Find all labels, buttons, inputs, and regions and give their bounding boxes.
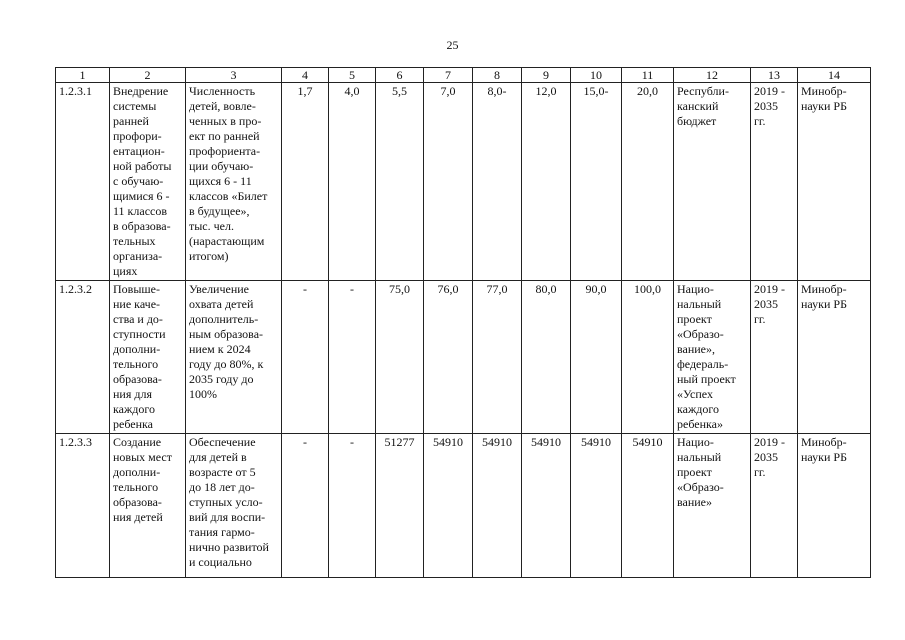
indicator-name-line: нично развитой <box>189 540 269 554</box>
activity-name-line: дополни- <box>113 342 161 356</box>
activity-name-line: ной работы <box>113 159 172 173</box>
program-table <box>55 67 871 578</box>
activity-name-line: в образова- <box>113 219 171 233</box>
activity-name-line: образова- <box>113 495 162 509</box>
indicator-name-line: тания гармо- <box>189 525 255 539</box>
implementation-period-line: 2035 <box>754 450 778 464</box>
implementation-period <box>751 281 798 434</box>
funding-source-line: вание» <box>677 495 713 509</box>
column-number: 1 <box>56 68 110 83</box>
indicator-value: 54910 <box>571 434 622 578</box>
activity-name-line: циях <box>113 264 138 278</box>
column-number: 11 <box>622 68 674 83</box>
activity-name <box>110 281 186 434</box>
indicator-value: 54910 <box>473 434 522 578</box>
indicator-name <box>186 281 282 434</box>
activity-name-line: новых мест <box>113 450 172 464</box>
indicator-name-line: для детей в <box>189 450 247 464</box>
funding-source-line: каждого <box>677 402 719 416</box>
funding-source-line: вание», <box>677 342 716 356</box>
funding-source <box>674 434 751 578</box>
funding-source-line: бюджет <box>677 114 717 128</box>
funding-source-line: проект <box>677 312 712 326</box>
indicator-name-line: Численность <box>189 84 256 98</box>
implementation-period-line: 2019 - <box>754 282 785 296</box>
indicator-value: - <box>329 434 376 578</box>
executor-line: Минобр- <box>801 84 847 98</box>
implementation-period-line: гг. <box>754 114 766 128</box>
executor-line: науки РБ <box>801 99 847 113</box>
activity-name-line: ребенка <box>113 417 153 431</box>
funding-source <box>674 83 751 281</box>
indicator-value: 4,0 <box>329 83 376 281</box>
indicator-value: 20,0 <box>622 83 674 281</box>
indicator-value: 75,0 <box>376 281 424 434</box>
funding-source-line: проект <box>677 465 712 479</box>
table-row <box>56 83 871 281</box>
activity-name <box>110 83 186 281</box>
column-number: 12 <box>674 68 751 83</box>
executor <box>798 281 871 434</box>
column-number: 13 <box>751 68 798 83</box>
executor-line: науки РБ <box>801 297 847 311</box>
indicator-value: 51277 <box>376 434 424 578</box>
column-number-row <box>56 68 871 83</box>
indicator-name-line: Обеспечение <box>189 435 256 449</box>
activity-name-line: ния детей <box>113 510 163 524</box>
implementation-period-line: гг. <box>754 312 766 326</box>
page-number: 25 <box>446 38 459 52</box>
funding-source-line: Нацио- <box>677 435 714 449</box>
funding-source-line: ный проект <box>677 372 736 386</box>
implementation-period-line: 2019 - <box>754 84 785 98</box>
indicator-value: 15,0- <box>571 83 622 281</box>
indicator-value: 12,0 <box>522 83 571 281</box>
indicator-value: 54910 <box>622 434 674 578</box>
indicator-name-line: профориента- <box>189 144 261 158</box>
indicator-value: 54910 <box>424 434 473 578</box>
indicator-name-line: щихся 6 - 11 <box>189 174 252 188</box>
implementation-period-line: 2019 - <box>754 435 785 449</box>
indicator-name-line: детей, вовле- <box>189 99 256 113</box>
column-number: 8 <box>473 68 522 83</box>
indicator-value: 8,0- <box>473 83 522 281</box>
activity-name-line: системы <box>113 99 157 113</box>
implementation-period-line: 2035 <box>754 99 778 113</box>
column-number: 4 <box>282 68 329 83</box>
executor-line: науки РБ <box>801 450 847 464</box>
indicator-value: 1,7 <box>282 83 329 281</box>
column-number: 3 <box>186 68 282 83</box>
indicator-name <box>186 434 282 578</box>
activity-name-line: Повыше- <box>113 282 160 296</box>
activity-name-line: ранней <box>113 114 149 128</box>
activity-name-line: тельного <box>113 357 159 371</box>
activity-name-line: образова- <box>113 372 162 386</box>
funding-source <box>674 281 751 434</box>
column-number: 9 <box>522 68 571 83</box>
indicator-name-line: Увеличение <box>189 282 250 296</box>
funding-source-line: Нацио- <box>677 282 714 296</box>
funding-source-line: нальный <box>677 450 722 464</box>
indicator-name-line: тыс. чел. <box>189 219 234 233</box>
indicator-value: 77,0 <box>473 281 522 434</box>
activity-name-line: ния для <box>113 387 152 401</box>
executor <box>798 434 871 578</box>
column-number: 14 <box>798 68 871 83</box>
funding-source-line: нальный <box>677 297 722 311</box>
activity-name-line: Создание <box>113 435 162 449</box>
activity-name-line: дополни- <box>113 465 161 479</box>
indicator-value: - <box>282 281 329 434</box>
indicator-name-line: вий для воспи- <box>189 510 266 524</box>
activity-name-line: ступности <box>113 327 166 341</box>
activity-name-line: тельного <box>113 480 159 494</box>
activity-name-line: ние каче- <box>113 297 161 311</box>
executor-line: Минобр- <box>801 282 847 296</box>
indicator-value: 54910 <box>522 434 571 578</box>
executor <box>798 83 871 281</box>
indicator-name-line: ект по ранней <box>189 129 260 143</box>
indicator-name-line: до 18 лет до- <box>189 480 255 494</box>
indicator-name-line: 100% <box>189 387 217 401</box>
funding-source-line: ребенка» <box>677 417 723 431</box>
indicator-name-line: в будущее», <box>189 204 250 218</box>
funding-source-line: «Образо- <box>677 480 724 494</box>
indicator-name-line: ченных в про- <box>189 114 262 128</box>
funding-source-line: Республи- <box>677 84 729 98</box>
indicator-value: - <box>329 281 376 434</box>
indicator-name-line: 2035 году до <box>189 372 254 386</box>
indicator-name-line: нием к 2024 <box>189 342 251 356</box>
indicator-name-line: охвата детей <box>189 297 254 311</box>
activity-name-line: щимися 6 - <box>113 189 170 203</box>
indicator-value: 80,0 <box>522 281 571 434</box>
indicator-name-line: классов «Билет <box>189 189 268 203</box>
indicator-name-line: итогом) <box>189 249 229 263</box>
indicator-name-line: ным образова- <box>189 327 264 341</box>
indicator-value: - <box>282 434 329 578</box>
indicator-name <box>186 83 282 281</box>
executor-line: Минобр- <box>801 435 847 449</box>
funding-source-line: федераль- <box>677 357 729 371</box>
activity-name-line: Внедрение <box>113 84 169 98</box>
indicator-name-line: и социально <box>189 555 252 569</box>
funding-source-line: «Образо- <box>677 327 724 341</box>
item-code: 1.2.3.3 <box>56 434 110 578</box>
activity-name-line: тельных <box>113 234 156 248</box>
indicator-name-line: (нарастающим <box>189 234 265 248</box>
item-code: 1.2.3.1 <box>56 83 110 281</box>
column-number: 5 <box>329 68 376 83</box>
activity-name-line: с обучаю- <box>113 174 164 188</box>
indicator-name-line: году до 80%, к <box>189 357 264 371</box>
indicator-name-line: ступных усло- <box>189 495 263 509</box>
activity-name-line: профори- <box>113 129 162 143</box>
indicator-value: 100,0 <box>622 281 674 434</box>
indicator-value: 5,5 <box>376 83 424 281</box>
activity-name-line: каждого <box>113 402 155 416</box>
funding-source-line: канский <box>677 99 719 113</box>
funding-source-line: «Успех <box>677 387 713 401</box>
indicator-value: 7,0 <box>424 83 473 281</box>
indicator-value: 76,0 <box>424 281 473 434</box>
indicator-value: 90,0 <box>571 281 622 434</box>
activity-name-line: 11 классов <box>113 204 168 218</box>
item-code: 1.2.3.2 <box>56 281 110 434</box>
indicator-name-line: ции обучаю- <box>189 159 254 173</box>
indicator-name-line: дополнитель- <box>189 312 259 326</box>
implementation-period <box>751 434 798 578</box>
column-number: 10 <box>571 68 622 83</box>
activity-name-line: организа- <box>113 249 163 263</box>
implementation-period-line: 2035 <box>754 297 778 311</box>
activity-name-line: ства и до- <box>113 312 163 326</box>
activity-name <box>110 434 186 578</box>
column-number: 6 <box>376 68 424 83</box>
implementation-period-line: гг. <box>754 465 766 479</box>
column-number: 2 <box>110 68 186 83</box>
table-row <box>56 281 871 434</box>
activity-name-line: ентацион- <box>113 144 165 158</box>
indicator-name-line: возрасте от 5 <box>189 465 256 479</box>
implementation-period <box>751 83 798 281</box>
table-row <box>56 434 871 578</box>
column-number: 7 <box>424 68 473 83</box>
